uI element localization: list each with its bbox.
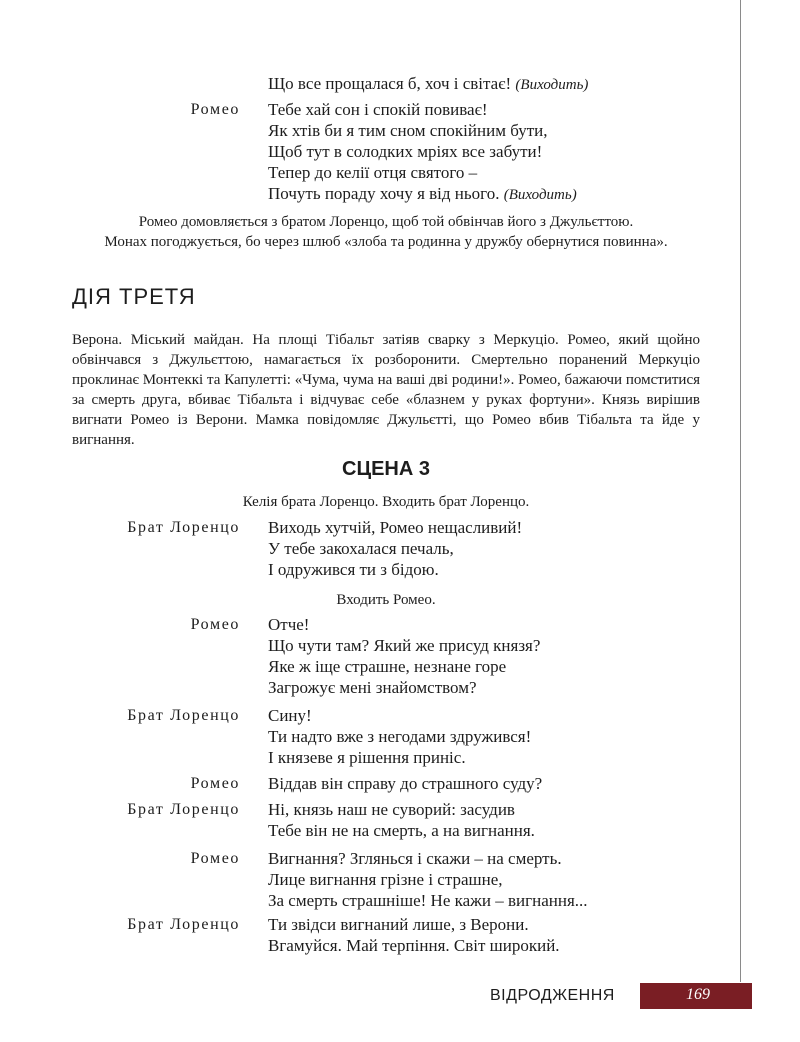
scene-title: СЦЕНА 3 — [342, 458, 430, 480]
speaker-name: Брат Лоренцо — [127, 916, 240, 933]
verse-line: Віддав він справу до страшного суду? — [268, 774, 543, 793]
verse-line: Ти надто вже з негодами здружився! — [268, 727, 532, 746]
act-title: ДІЯ ТРЕТЯ — [72, 284, 196, 309]
verse-line: Загрожує мені знайомством? — [268, 678, 477, 697]
verse-line: У тебе закохалася печаль, — [268, 539, 454, 558]
verse-line: Щоб тут в солодких мріях все забути! — [268, 142, 543, 161]
stage-direction: (Виходить) — [503, 187, 577, 203]
speaker-name: Ромео — [190, 850, 240, 867]
stage-direction: (Виходить) — [515, 77, 589, 93]
verse-line: Тебе хай сон і спокій повиває! — [268, 100, 488, 119]
verse-line: За смерть страшніше! Не кажи – вигнання... — [268, 891, 588, 910]
page-edge-rule — [740, 0, 741, 982]
speaker-name: Ромео — [190, 775, 240, 792]
scene-direction: Келія брата Лоренцо. Входить брат Лоренцо. — [242, 494, 530, 510]
verse-line: І князеве я рішення приніс. — [268, 748, 466, 767]
verse-line: Сину! — [268, 706, 312, 725]
stage-entrance: Входить Ромео. — [336, 592, 436, 608]
summary-line: Монах погоджується, бо через шлюб «злоба та родинна у дружбу обернутися повинна». — [104, 234, 668, 250]
act-summary: Верона. Міський майдан. На площі Тібальт затіяв сварку з Меркуціо. Ромео, який щойно обвінчався з Джульєттою, намагається їх розборонити. Смертельно поранений Меркуціо проклинає Монтеккі та Капулетті: «Чума, чума на ваші дві родини!». Ромео, бажаючи помститися за смерть друга, вбиває Тібальта і відчуває себе «блазнем у руках фортуни». Князь вирішив вигнати Ромео із Верони. Мамка повідомляє Джульєтті, що Ромео вбив Тібальта та йде у вигнання. — [72, 332, 700, 448]
verse-line: Вгамуйся. Май терпіння. Світ широкий. — [268, 936, 560, 955]
verse-line: Як хтів би я тим сном спокійним бути, — [268, 121, 548, 140]
verse-line: Вигнання? Зглянься і скажи – на смерть. — [268, 849, 562, 868]
verse-line: Виходь хутчій, Ромео нещасливий! — [268, 518, 523, 537]
verse-line: Ні, князь наш не суворий: засудив — [268, 800, 515, 819]
page-number: 169 — [686, 986, 710, 1003]
verse-line: Почуть пораду хочу я від нього. (Виходить) — [268, 184, 577, 203]
verse-line: Отче! — [268, 615, 310, 634]
verse-line: Що чути там? Який же присуд князя? — [268, 636, 541, 655]
verse-line: Яке ж іще страшне, незнане горе — [268, 657, 507, 676]
verse-line: Лице вигнання грізне і страшне, — [268, 870, 503, 889]
footer-section-label: ВІДРОДЖЕННЯ — [490, 987, 615, 1004]
verse-line: Ти звідси вигнаний лише, з Верони. — [268, 915, 529, 934]
summary-line: Ромео домовляється з братом Лоренцо, щоб той обвінчав його з Джульєттою. — [138, 214, 634, 230]
speaker-name: Ромео — [190, 101, 240, 118]
speaker-name: Ромео — [190, 616, 240, 633]
speaker-name: Брат Лоренцо — [127, 519, 240, 536]
page-number-tab — [640, 983, 752, 1009]
speaker-name: Брат Лоренцо — [127, 801, 240, 818]
verse-line: І одружився ти з бідою. — [268, 560, 439, 579]
verse-line: Тепер до келії отця святого – — [268, 163, 478, 182]
verse-line: Що все прощалася б, хоч і світає! (Виходить) — [268, 74, 589, 93]
speaker-name: Брат Лоренцо — [127, 707, 240, 724]
verse-line: Тебе він не на смерть, а на вигнання. — [268, 821, 535, 840]
